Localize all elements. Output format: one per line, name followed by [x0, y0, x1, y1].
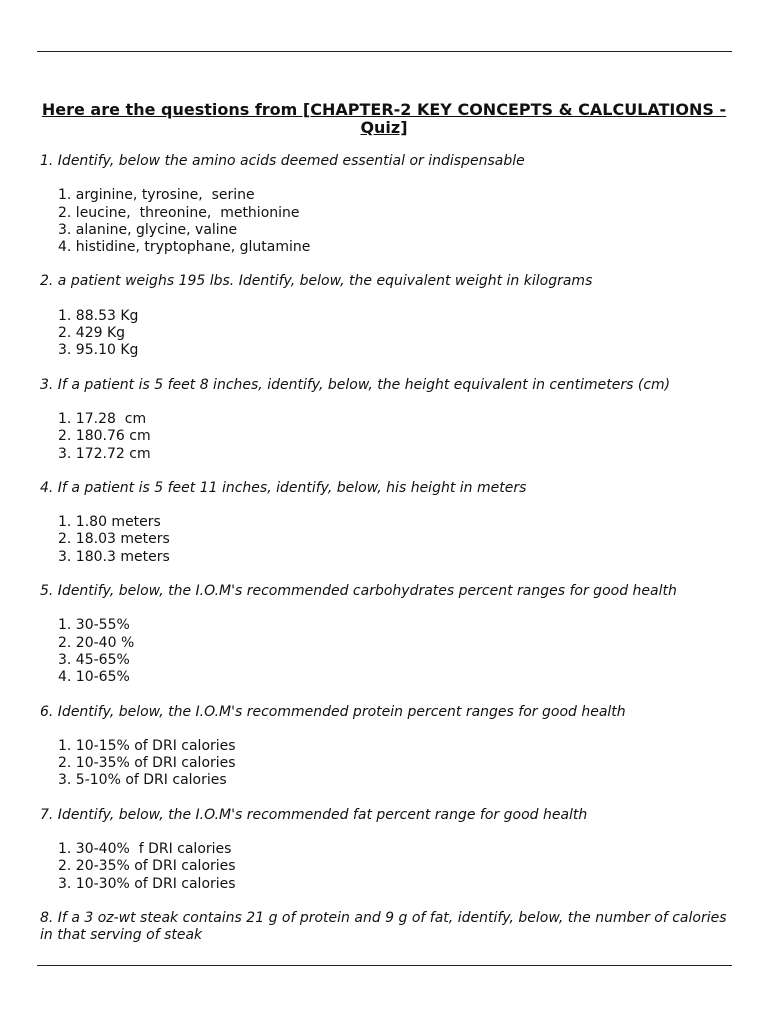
question-1 — [40, 153, 730, 256]
option-item: 3. 172.72 cm — [58, 445, 151, 462]
option-list — [40, 187, 730, 256]
question-4 — [40, 480, 730, 566]
option-item: 2. 180.76 cm — [58, 428, 151, 445]
option-item: 2. 20-40 % — [58, 634, 135, 651]
question-text: 4. If a patient is 5 feet 11 inches, identify, below, his height in meters — [40, 479, 527, 496]
option-list — [40, 411, 730, 463]
option-item: 1. 10-15% of DRI calories — [58, 737, 236, 754]
option-item: 3. 95.10 Kg — [58, 342, 139, 359]
question-text: 7. Identify, below, the I.O.M's recommended fat percent range for good health — [40, 806, 588, 823]
option-item: 1. 88.53 Kg — [58, 307, 139, 324]
option-item: 2. 18.03 meters — [58, 531, 170, 548]
option-item: 2. leucine, threonine, methionine — [58, 204, 300, 221]
question-2 — [40, 273, 730, 359]
option-item: 1. arginine, tyrosine, serine — [58, 187, 255, 204]
option-item: 2. 10-35% of DRI calories — [58, 755, 236, 772]
option-list — [40, 738, 730, 790]
option-item: 3. alanine, glycine, valine — [58, 221, 238, 238]
question-text: 6. Identify, below, the I.O.M's recommended protein percent ranges for good health — [40, 703, 626, 720]
question-3 — [40, 377, 730, 463]
option-item: 3. 45-65% — [58, 651, 130, 668]
question-6 — [40, 704, 730, 790]
option-list — [40, 841, 730, 893]
quiz-questions — [40, 153, 730, 945]
question-text: 5. Identify, below, the I.O.M's recommended carbohydrates percent ranges for good health — [40, 583, 677, 600]
question-text: 3. If a patient is 5 feet 8 inches, identify, below, the height equivalent in centimeters (cm) — [40, 376, 671, 393]
bottom-divider — [37, 965, 732, 966]
option-item: 1. 1.80 meters — [58, 514, 161, 531]
option-item: 1. 30-55% — [58, 617, 130, 634]
question-8 — [40, 910, 730, 945]
question-7 — [40, 807, 730, 893]
option-item: 4. histidine, tryptophane, glutamine — [58, 239, 311, 256]
option-list — [40, 308, 730, 360]
question-text: 1. Identify, below the amino acids deemed essential or indispensable — [40, 153, 525, 169]
option-list — [40, 617, 730, 686]
question-text: 2. a patient weighs 195 lbs. Identify, below, the equivalent weight in kilograms — [40, 273, 593, 290]
option-item: 2. 429 Kg — [58, 325, 126, 342]
option-item: 1. 30-40% f DRI calories — [58, 841, 232, 858]
option-list — [40, 514, 730, 566]
question-5 — [40, 583, 730, 686]
option-item: 1. 17.28 cm — [58, 410, 147, 427]
question-text: 8. If a 3 oz-wt steak contains 21 g of protein and 9 g of fat, identify, below, the number of calories in that serving of steak — [40, 909, 727, 944]
option-item: 3. 5-10% of DRI calories — [58, 772, 227, 789]
top-divider — [37, 51, 732, 52]
page-title: Here are the questions from [CHAPTER-2 KEY CONCEPTS & CALCULATIONS - Quiz] — [41, 100, 727, 137]
option-item: 2. 20-35% of DRI calories — [58, 858, 236, 875]
option-item: 4. 10-65% — [58, 669, 130, 686]
option-item: 3. 10-30% of DRI calories — [58, 875, 236, 892]
option-item: 3. 180.3 meters — [58, 548, 170, 565]
